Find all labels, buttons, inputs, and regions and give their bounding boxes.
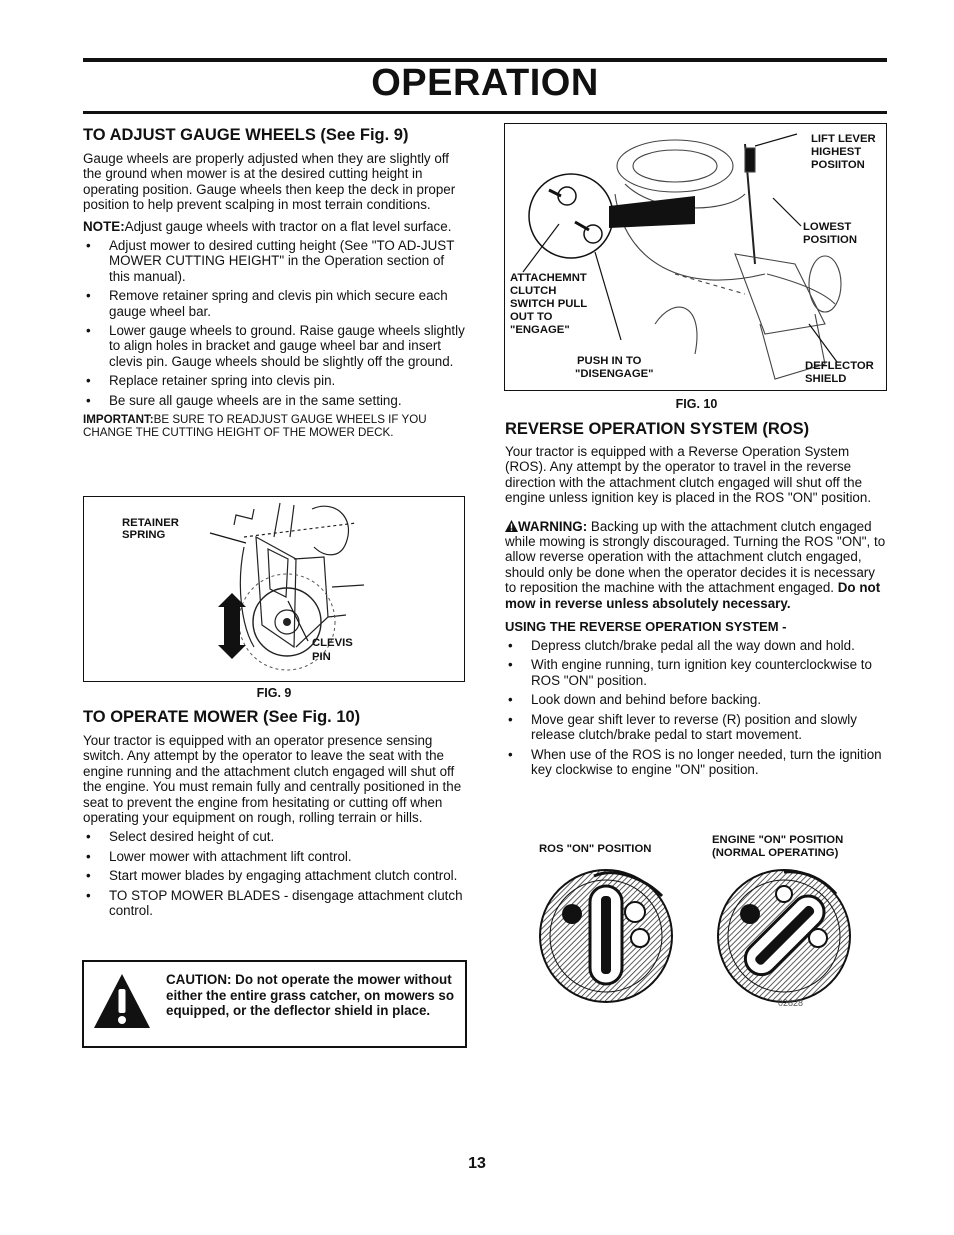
page-number: 13	[468, 1155, 486, 1172]
list-item: • When use of the ROS is no longer needed, turn the ignition key clockwise to engine "ON" position.	[505, 747, 888, 778]
ros-subheading: USING THE REVERSE OPERATION SYSTEM -	[505, 619, 787, 635]
attachment-clutch-label-3: SWITCH PULL	[510, 298, 588, 310]
fig10-caption: FIG. 10	[675, 397, 718, 411]
list-item: • Select desired height of cut.	[83, 829, 465, 844]
important-label: IMPORTANT:	[83, 413, 154, 427]
important-text: BE SURE TO READJUST GAUGE WHEELS IF YOU CHANGE THE CUTTING HEIGHT OF THE MOWER DECK.	[83, 413, 427, 440]
list-item: • With engine running, turn ignition key counterclockwise to ROS "ON" position.	[505, 657, 888, 688]
retainer-label: RETAINER	[122, 517, 179, 529]
list-item: • Replace retainer spring into clevis pin.	[83, 373, 465, 388]
warning-text: Backing up with the attachment clutch engaged while mowing is strongly discouraged. Turning the ROS "ON", to allow reverse operation with the attachment clutch engaged, should only be done when the operator decides it is necessary to reposition the machine with the attachment engaged.	[505, 518, 886, 596]
attachment-clutch-label-4: OUT TO	[510, 311, 553, 323]
ros-section	[505, 420, 888, 777]
list-item: • Start mower blades by engaging attachment clutch control.	[83, 868, 465, 883]
fig9-caption: FIG. 9	[256, 686, 292, 700]
deflector-label: DEFLECTOR	[805, 360, 874, 372]
attachment-clutch-label-1: ATTACHEMNT	[510, 272, 587, 284]
pin-label: PIN	[312, 651, 331, 663]
part-number: 02828	[778, 998, 804, 1008]
clevis-label: CLEVIS	[312, 637, 353, 649]
ignition-switch-engine-on	[714, 866, 854, 1006]
shield-label: SHIELD	[805, 373, 847, 385]
attachment-clutch-label-5: "ENGAGE"	[510, 324, 570, 336]
ros-intro: Your tractor is equipped with a Reverse Operation System (ROS). Any attempt by the operator to travel in the reverse direction with the attachment clutch engaged will shut off the engine unless ignition key is placed in the ROS "ON" position.	[505, 444, 872, 506]
gauge-section	[83, 126, 465, 439]
highest-position-label: POSIITON	[811, 159, 865, 171]
note-text: Adjust gauge wheels with tractor on a flat level surface.	[124, 218, 452, 234]
attachment-clutch-label-2: CLUTCH	[510, 285, 557, 297]
operate-section	[83, 708, 465, 918]
warning-icon	[505, 520, 518, 532]
list-item: • Move gear shift lever to reverse (R) position and slowly release clutch/brake pedal to start movement.	[505, 712, 888, 743]
spring-label: SPRING	[122, 529, 166, 541]
warning-triangle-icon	[92, 972, 152, 1032]
caution-text: CAUTION: Do not operate the mower without either the entire grass catcher, on mowers so equipped, or the deflector shield in place.	[166, 972, 455, 1018]
lift-lever-label: LIFT LEVER	[811, 133, 876, 145]
fig10-illustration	[504, 123, 887, 391]
warning-label: WARNING:	[518, 518, 588, 534]
highest-label: HIGHEST	[811, 146, 862, 158]
list-item: • Lower gauge wheels to ground. Raise gauge wheels slightly to align holes in bracket and gauge wheel bar and insert clevis pin. Gauge wheels should be slightly off the ground.	[83, 323, 465, 369]
push-in-label-1: PUSH IN TO	[577, 355, 642, 367]
ros-warning	[505, 519, 888, 611]
list-item: • Look down and behind before backing.	[505, 692, 888, 707]
list-item: • Be sure all gauge wheels are in the same setting.	[83, 393, 465, 408]
caution-box	[82, 960, 467, 1048]
operate-heading: TO OPERATE MOWER (See Fig. 10)	[83, 708, 361, 726]
list-item: • Adjust mower to desired cutting height (See "TO AD-JUST MOWER CUTTING HEIGHT" in the Operation section of this manual).	[83, 238, 465, 284]
note-label: NOTE:	[83, 218, 125, 234]
ignition-switch-ros-on	[536, 866, 676, 1006]
page-title: OPERATION	[371, 62, 599, 104]
ros-heading: REVERSE OPERATION SYSTEM (ROS)	[505, 420, 810, 438]
push-in-label-2: "DISENGAGE"	[575, 368, 654, 380]
gauge-note	[83, 219, 465, 234]
list-item: • Lower mower with attachment lift control.	[83, 849, 465, 864]
list-item: • Depress clutch/brake pedal all the way down and hold.	[505, 638, 888, 653]
list-item: • TO STOP MOWER BLADES - disengage attachment clutch control.	[83, 888, 465, 919]
gauge-intro: Gauge wheels are properly adjusted when they are slightly off the ground when mower is at the desired cutting height in operating position. Gauge wheels then keep the deck in proper position to help prevent scalping in most terrain conditions.	[83, 151, 456, 213]
fig9-illustration	[83, 496, 465, 682]
normal-operating-label: (NORMAL OPERATING)	[712, 847, 839, 859]
ros-on-position-label: ROS "ON" POSITION	[539, 843, 652, 855]
list-item: • Remove retainer spring and clevis pin which secure each gauge wheel bar.	[83, 288, 465, 319]
lowest-label: LOWEST	[803, 221, 852, 233]
engine-on-position-label: ENGINE "ON" POSITION	[712, 834, 844, 846]
lowest-position-label: POSITION	[803, 234, 857, 246]
important-note	[83, 413, 465, 439]
gauge-heading: TO ADJUST GAUGE WHEELS (See Fig. 9)	[83, 126, 409, 144]
title-underline	[83, 111, 887, 114]
operate-intro: Your tractor is equipped with an operator presence sensing switch. Any attempt by the operator to leave the seat with the engine running and the attachment clutch engaged will shut off the engine. You must remain fully and centrally positioned in the seat to prevent the engine from hesitating or cutting off when operating your equipment on rough, rolling terrain or hills.	[83, 733, 462, 826]
warning-bold-text: Do not mow in reverse unless absolutely necessary.	[505, 580, 881, 611]
